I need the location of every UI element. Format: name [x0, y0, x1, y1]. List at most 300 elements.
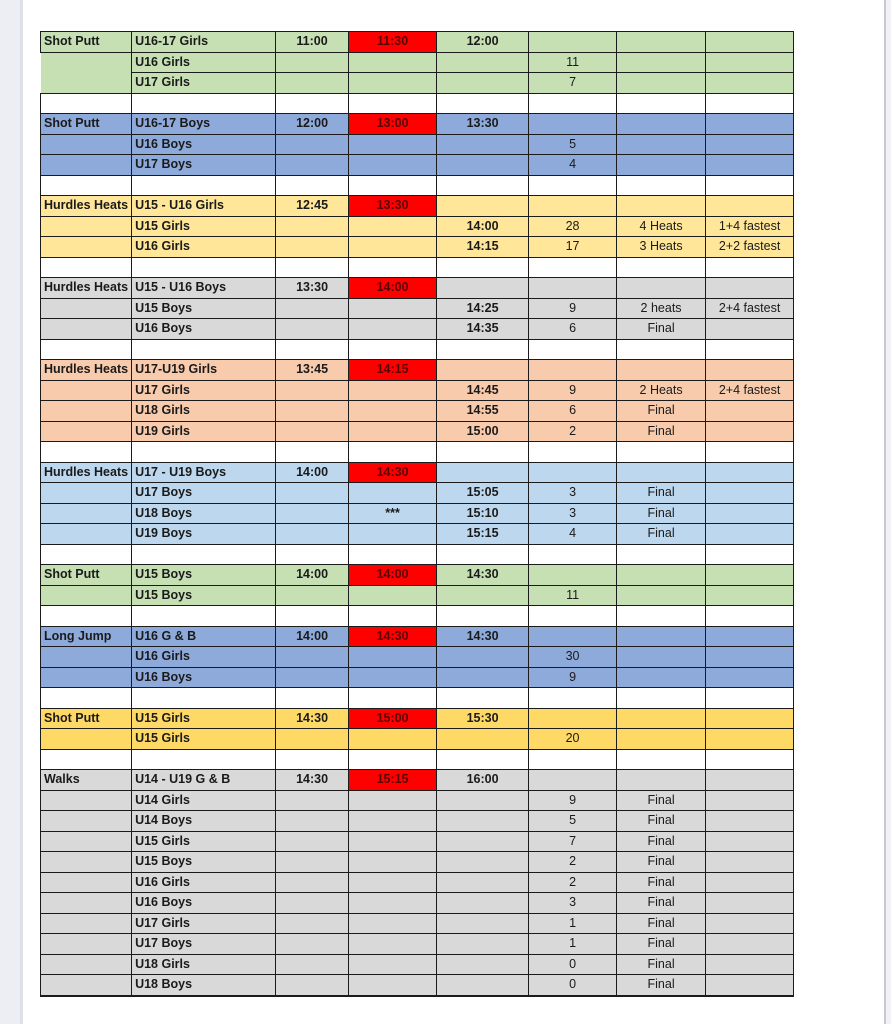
event-name-cell — [41, 483, 132, 504]
event-time-cell — [437, 749, 529, 770]
qualification-cell — [706, 934, 794, 955]
entries-count-cell: 3 — [529, 503, 617, 524]
start-time-cell — [276, 729, 349, 750]
entries-count-cell: 5 — [529, 134, 617, 155]
qualification-cell — [706, 647, 794, 668]
entries-count-cell: 20 — [529, 729, 617, 750]
event-name-cell — [41, 298, 132, 319]
round-cell — [617, 360, 706, 381]
event-name-cell: Shot Putt — [41, 565, 132, 586]
event-name-cell — [41, 380, 132, 401]
age-group-cell: U16 Girls — [132, 52, 276, 73]
round-cell — [617, 462, 706, 483]
event-time-cell — [437, 134, 529, 155]
qualification-cell — [706, 667, 794, 688]
start-time-cell — [276, 442, 349, 463]
age-group-cell: U16 Boys — [132, 319, 276, 340]
event-name-cell — [41, 729, 132, 750]
closing-time-cell: 14:30 — [349, 626, 437, 647]
entries-count-cell: 7 — [529, 73, 617, 94]
entries-count-cell: 4 — [529, 524, 617, 545]
start-time-cell — [276, 380, 349, 401]
event-name-cell — [41, 421, 132, 442]
qualification-cell — [706, 196, 794, 217]
age-group-cell: U16 Boys — [132, 134, 276, 155]
event-time-cell: 12:00 — [437, 32, 529, 53]
entries-count-cell: 9 — [529, 790, 617, 811]
age-group-cell: U16 Girls — [132, 237, 276, 258]
event-header-row — [41, 626, 794, 647]
qualification-cell — [706, 462, 794, 483]
event-sub-row — [41, 872, 794, 893]
start-time-cell — [276, 667, 349, 688]
event-time-cell: 14:45 — [437, 380, 529, 401]
qualification-cell — [706, 524, 794, 545]
age-group-cell: U15 Girls — [132, 729, 276, 750]
event-time-cell — [437, 852, 529, 873]
closing-time-cell — [349, 790, 437, 811]
event-header-row — [41, 770, 794, 791]
start-time-cell: 11:00 — [276, 32, 349, 53]
age-group-cell: U16 G & B — [132, 626, 276, 647]
event-time-cell — [437, 811, 529, 832]
age-group-cell: U18 Girls — [132, 954, 276, 975]
event-name-cell — [41, 175, 132, 196]
event-sub-row — [41, 729, 794, 750]
event-sub-row — [41, 790, 794, 811]
event-time-cell — [437, 52, 529, 73]
closing-time-cell: 15:15 — [349, 770, 437, 791]
qualification-cell — [706, 585, 794, 606]
qualification-cell — [706, 134, 794, 155]
age-group-cell: U17 Boys — [132, 934, 276, 955]
qualification-cell — [706, 73, 794, 94]
round-cell: Final — [617, 934, 706, 955]
entries-count-cell: 3 — [529, 893, 617, 914]
age-group-cell: U15 Girls — [132, 831, 276, 852]
event-time-cell — [437, 339, 529, 360]
event-name-cell — [41, 749, 132, 770]
event-name-cell — [41, 237, 132, 258]
entries-count-cell — [529, 770, 617, 791]
age-group-cell: U17-U19 Girls — [132, 360, 276, 381]
page-margin-left — [0, 0, 23, 1024]
start-time-cell: 14:00 — [276, 626, 349, 647]
event-time-cell: 15:00 — [437, 421, 529, 442]
qualification-cell — [706, 954, 794, 975]
closing-time-cell: 13:00 — [349, 114, 437, 135]
event-time-cell: 14:55 — [437, 401, 529, 422]
start-time-cell: 14:30 — [276, 770, 349, 791]
start-time-cell — [276, 237, 349, 258]
event-time-cell: 15:15 — [437, 524, 529, 545]
event-sub-row — [41, 647, 794, 668]
closing-time-cell — [349, 872, 437, 893]
closing-time-cell — [349, 339, 437, 360]
event-time-cell — [437, 647, 529, 668]
event-name-cell: Walks — [41, 770, 132, 791]
event-name-cell: Shot Putt — [41, 114, 132, 135]
event-time-cell — [437, 585, 529, 606]
age-group-cell: U16-17 Boys — [132, 114, 276, 135]
closing-time-cell — [349, 421, 437, 442]
entries-count-cell: 11 — [529, 52, 617, 73]
page-margin-right — [884, 0, 891, 1024]
event-sub-row — [41, 421, 794, 442]
event-time-cell — [437, 975, 529, 996]
event-name-cell — [41, 811, 132, 832]
entries-count-cell — [529, 32, 617, 53]
event-header-row — [41, 360, 794, 381]
round-cell — [617, 770, 706, 791]
start-time-cell — [276, 688, 349, 709]
qualification-cell — [706, 565, 794, 586]
event-name-cell — [41, 913, 132, 934]
qualification-cell: 2+4 fastest — [706, 380, 794, 401]
age-group-cell: U16 Girls — [132, 872, 276, 893]
qualification-cell — [706, 749, 794, 770]
qualification-cell — [706, 421, 794, 442]
age-group-cell: U18 Boys — [132, 503, 276, 524]
age-group-cell: U19 Girls — [132, 421, 276, 442]
age-group-cell: U16 Boys — [132, 893, 276, 914]
start-time-cell — [276, 893, 349, 914]
event-time-cell — [437, 872, 529, 893]
spacer-row — [41, 93, 794, 114]
event-time-cell — [437, 257, 529, 278]
event-time-cell — [437, 196, 529, 217]
round-cell: Final — [617, 524, 706, 545]
event-name-cell — [41, 442, 132, 463]
event-name-cell — [41, 852, 132, 873]
age-group-cell: U18 Girls — [132, 401, 276, 422]
closing-time-cell — [349, 442, 437, 463]
qualification-cell — [706, 319, 794, 340]
closing-time-cell: 14:30 — [349, 462, 437, 483]
round-cell — [617, 442, 706, 463]
qualification-cell — [706, 257, 794, 278]
start-time-cell — [276, 544, 349, 565]
closing-time-cell: 14:00 — [349, 278, 437, 299]
age-group-cell: U18 Boys — [132, 975, 276, 996]
event-name-cell — [41, 93, 132, 114]
event-time-cell: 16:00 — [437, 770, 529, 791]
event-time-cell: 15:10 — [437, 503, 529, 524]
start-time-cell — [276, 339, 349, 360]
start-time-cell — [276, 975, 349, 996]
closing-time-cell: 15:00 — [349, 708, 437, 729]
start-time-cell: 14:00 — [276, 565, 349, 586]
age-group-cell: U16 Boys — [132, 667, 276, 688]
entries-count-cell: 5 — [529, 811, 617, 832]
event-name-cell — [41, 647, 132, 668]
event-time-cell: 15:05 — [437, 483, 529, 504]
event-time-cell — [437, 934, 529, 955]
event-time-cell — [437, 278, 529, 299]
entries-count-cell — [529, 114, 617, 135]
closing-time-cell — [349, 893, 437, 914]
closing-time-cell — [349, 175, 437, 196]
age-group-cell: U15 Boys — [132, 298, 276, 319]
start-time-cell — [276, 852, 349, 873]
qualification-cell — [706, 790, 794, 811]
entries-count-cell — [529, 626, 617, 647]
closing-time-cell: 14:00 — [349, 565, 437, 586]
closing-time-cell — [349, 134, 437, 155]
round-cell — [617, 585, 706, 606]
entries-count-cell — [529, 749, 617, 770]
event-time-cell — [437, 462, 529, 483]
round-cell: Final — [617, 852, 706, 873]
event-name-cell — [41, 667, 132, 688]
event-sub-row — [41, 503, 794, 524]
closing-time-cell — [349, 524, 437, 545]
event-name-cell — [41, 155, 132, 176]
start-time-cell — [276, 790, 349, 811]
round-cell — [617, 688, 706, 709]
round-cell: 2 Heats — [617, 380, 706, 401]
closing-time-cell — [349, 257, 437, 278]
event-sub-row — [41, 831, 794, 852]
age-group-cell: U17 Boys — [132, 155, 276, 176]
event-time-cell — [437, 442, 529, 463]
event-header-row — [41, 278, 794, 299]
event-sub-row — [41, 893, 794, 914]
entries-count-cell: 0 — [529, 954, 617, 975]
event-name-cell — [41, 52, 132, 73]
event-sub-row — [41, 319, 794, 340]
closing-time-cell: 14:15 — [349, 360, 437, 381]
entries-count-cell: 7 — [529, 831, 617, 852]
age-group-cell: U15 Boys — [132, 565, 276, 586]
entries-count-cell — [529, 175, 617, 196]
entries-count-cell: 0 — [529, 975, 617, 996]
spacer-row — [41, 257, 794, 278]
closing-time-cell — [349, 667, 437, 688]
start-time-cell — [276, 811, 349, 832]
event-name-cell — [41, 319, 132, 340]
start-time-cell — [276, 585, 349, 606]
event-time-cell — [437, 913, 529, 934]
event-name-cell — [41, 934, 132, 955]
round-cell: 2 heats — [617, 298, 706, 319]
entries-count-cell — [529, 196, 617, 217]
age-group-cell — [132, 175, 276, 196]
age-group-cell — [132, 442, 276, 463]
event-header-row — [41, 708, 794, 729]
age-group-cell: U17 Girls — [132, 73, 276, 94]
event-name-cell: Hurdles Heats — [41, 462, 132, 483]
event-sub-row — [41, 934, 794, 955]
closing-time-cell — [349, 934, 437, 955]
entries-count-cell — [529, 339, 617, 360]
qualification-cell — [706, 831, 794, 852]
age-group-cell: U17 Girls — [132, 913, 276, 934]
closing-time-cell — [349, 647, 437, 668]
age-group-cell — [132, 257, 276, 278]
event-name-cell — [41, 585, 132, 606]
entries-count-cell — [529, 278, 617, 299]
event-sub-row — [41, 667, 794, 688]
entries-count-cell: 9 — [529, 298, 617, 319]
age-group-cell: U16 Girls — [132, 647, 276, 668]
round-cell — [617, 155, 706, 176]
entries-count-cell: 2 — [529, 421, 617, 442]
event-time-cell — [437, 544, 529, 565]
age-group-cell: U16-17 Girls — [132, 32, 276, 53]
round-cell — [617, 647, 706, 668]
event-time-cell: 14:30 — [437, 626, 529, 647]
closing-time-cell — [349, 585, 437, 606]
age-group-cell: U15 Girls — [132, 216, 276, 237]
event-time-cell — [437, 893, 529, 914]
round-cell: Final — [617, 811, 706, 832]
event-name-cell — [41, 790, 132, 811]
entries-count-cell: 2 — [529, 852, 617, 873]
event-name-cell — [41, 339, 132, 360]
entries-count-cell — [529, 606, 617, 627]
event-header-row — [41, 32, 794, 53]
round-cell: Final — [617, 913, 706, 934]
event-name-cell — [41, 544, 132, 565]
round-cell: Final — [617, 975, 706, 996]
round-cell: Final — [617, 483, 706, 504]
round-cell: 4 Heats — [617, 216, 706, 237]
start-time-cell: 14:30 — [276, 708, 349, 729]
age-group-cell: U19 Boys — [132, 524, 276, 545]
event-name-cell — [41, 134, 132, 155]
event-sub-row — [41, 237, 794, 258]
closing-time-cell — [349, 913, 437, 934]
qualification-cell — [706, 32, 794, 53]
event-time-cell — [437, 954, 529, 975]
round-cell: Final — [617, 954, 706, 975]
entries-count-cell — [529, 708, 617, 729]
event-name-cell — [41, 503, 132, 524]
event-sub-row — [41, 852, 794, 873]
closing-time-cell — [349, 852, 437, 873]
schedule-table-body — [41, 32, 794, 996]
age-group-cell: U14 Boys — [132, 811, 276, 832]
event-sub-row — [41, 155, 794, 176]
event-name-cell — [41, 606, 132, 627]
event-name-cell — [41, 954, 132, 975]
start-time-cell — [276, 216, 349, 237]
round-cell — [617, 544, 706, 565]
start-time-cell — [276, 934, 349, 955]
event-name-cell — [41, 872, 132, 893]
qualification-cell — [706, 626, 794, 647]
round-cell — [617, 565, 706, 586]
start-time-cell — [276, 954, 349, 975]
entries-count-cell — [529, 93, 617, 114]
closing-time-cell — [349, 237, 437, 258]
round-cell — [617, 749, 706, 770]
event-time-cell: 13:30 — [437, 114, 529, 135]
qualification-cell — [706, 52, 794, 73]
age-group-cell: U17 Boys — [132, 483, 276, 504]
closing-time-cell — [349, 729, 437, 750]
entries-count-cell: 6 — [529, 401, 617, 422]
event-name-cell: Hurdles Heats — [41, 278, 132, 299]
qualification-cell: 2+4 fastest — [706, 298, 794, 319]
round-cell — [617, 339, 706, 360]
start-time-cell — [276, 483, 349, 504]
start-time-cell — [276, 913, 349, 934]
round-cell — [617, 257, 706, 278]
event-time-cell: 14:35 — [437, 319, 529, 340]
start-time-cell — [276, 647, 349, 668]
start-time-cell — [276, 524, 349, 545]
start-time-cell — [276, 257, 349, 278]
age-group-cell — [132, 606, 276, 627]
closing-time-cell — [349, 216, 437, 237]
closing-time-cell: 11:30 — [349, 32, 437, 53]
event-time-cell — [437, 175, 529, 196]
round-cell — [617, 73, 706, 94]
round-cell: 3 Heats — [617, 237, 706, 258]
age-group-cell: U15 Boys — [132, 852, 276, 873]
schedule-table — [40, 31, 794, 997]
event-name-cell — [41, 975, 132, 996]
event-time-cell — [437, 93, 529, 114]
start-time-cell: 12:00 — [276, 114, 349, 135]
qualification-cell — [706, 278, 794, 299]
spacer-row — [41, 544, 794, 565]
qualification-cell — [706, 401, 794, 422]
start-time-cell — [276, 155, 349, 176]
spacer-row — [41, 339, 794, 360]
event-name-cell — [41, 401, 132, 422]
qualification-cell — [706, 729, 794, 750]
entries-count-cell — [529, 257, 617, 278]
age-group-cell — [132, 339, 276, 360]
round-cell: Final — [617, 893, 706, 914]
event-name-cell: Shot Putt — [41, 708, 132, 729]
event-name-cell: Hurdles Heats — [41, 360, 132, 381]
round-cell: Final — [617, 790, 706, 811]
age-group-cell: U15 Girls — [132, 708, 276, 729]
event-header-row — [41, 565, 794, 586]
age-group-cell: U15 - U16 Girls — [132, 196, 276, 217]
closing-time-cell — [349, 93, 437, 114]
event-time-cell: 15:30 — [437, 708, 529, 729]
start-time-cell — [276, 606, 349, 627]
event-time-cell — [437, 831, 529, 852]
age-group-cell — [132, 749, 276, 770]
start-time-cell — [276, 503, 349, 524]
qualification-cell — [706, 770, 794, 791]
qualification-cell — [706, 872, 794, 893]
event-name-cell — [41, 831, 132, 852]
start-time-cell — [276, 298, 349, 319]
event-name-cell — [41, 216, 132, 237]
event-sub-row — [41, 913, 794, 934]
round-cell: Final — [617, 503, 706, 524]
qualification-cell — [706, 442, 794, 463]
closing-time-cell — [349, 52, 437, 73]
spacer-row — [41, 688, 794, 709]
spacer-row — [41, 749, 794, 770]
qualification-cell — [706, 175, 794, 196]
qualification-cell — [706, 360, 794, 381]
start-time-cell: 13:30 — [276, 278, 349, 299]
round-cell: Final — [617, 831, 706, 852]
round-cell — [617, 114, 706, 135]
round-cell: Final — [617, 421, 706, 442]
event-time-cell — [437, 688, 529, 709]
round-cell: Final — [617, 319, 706, 340]
